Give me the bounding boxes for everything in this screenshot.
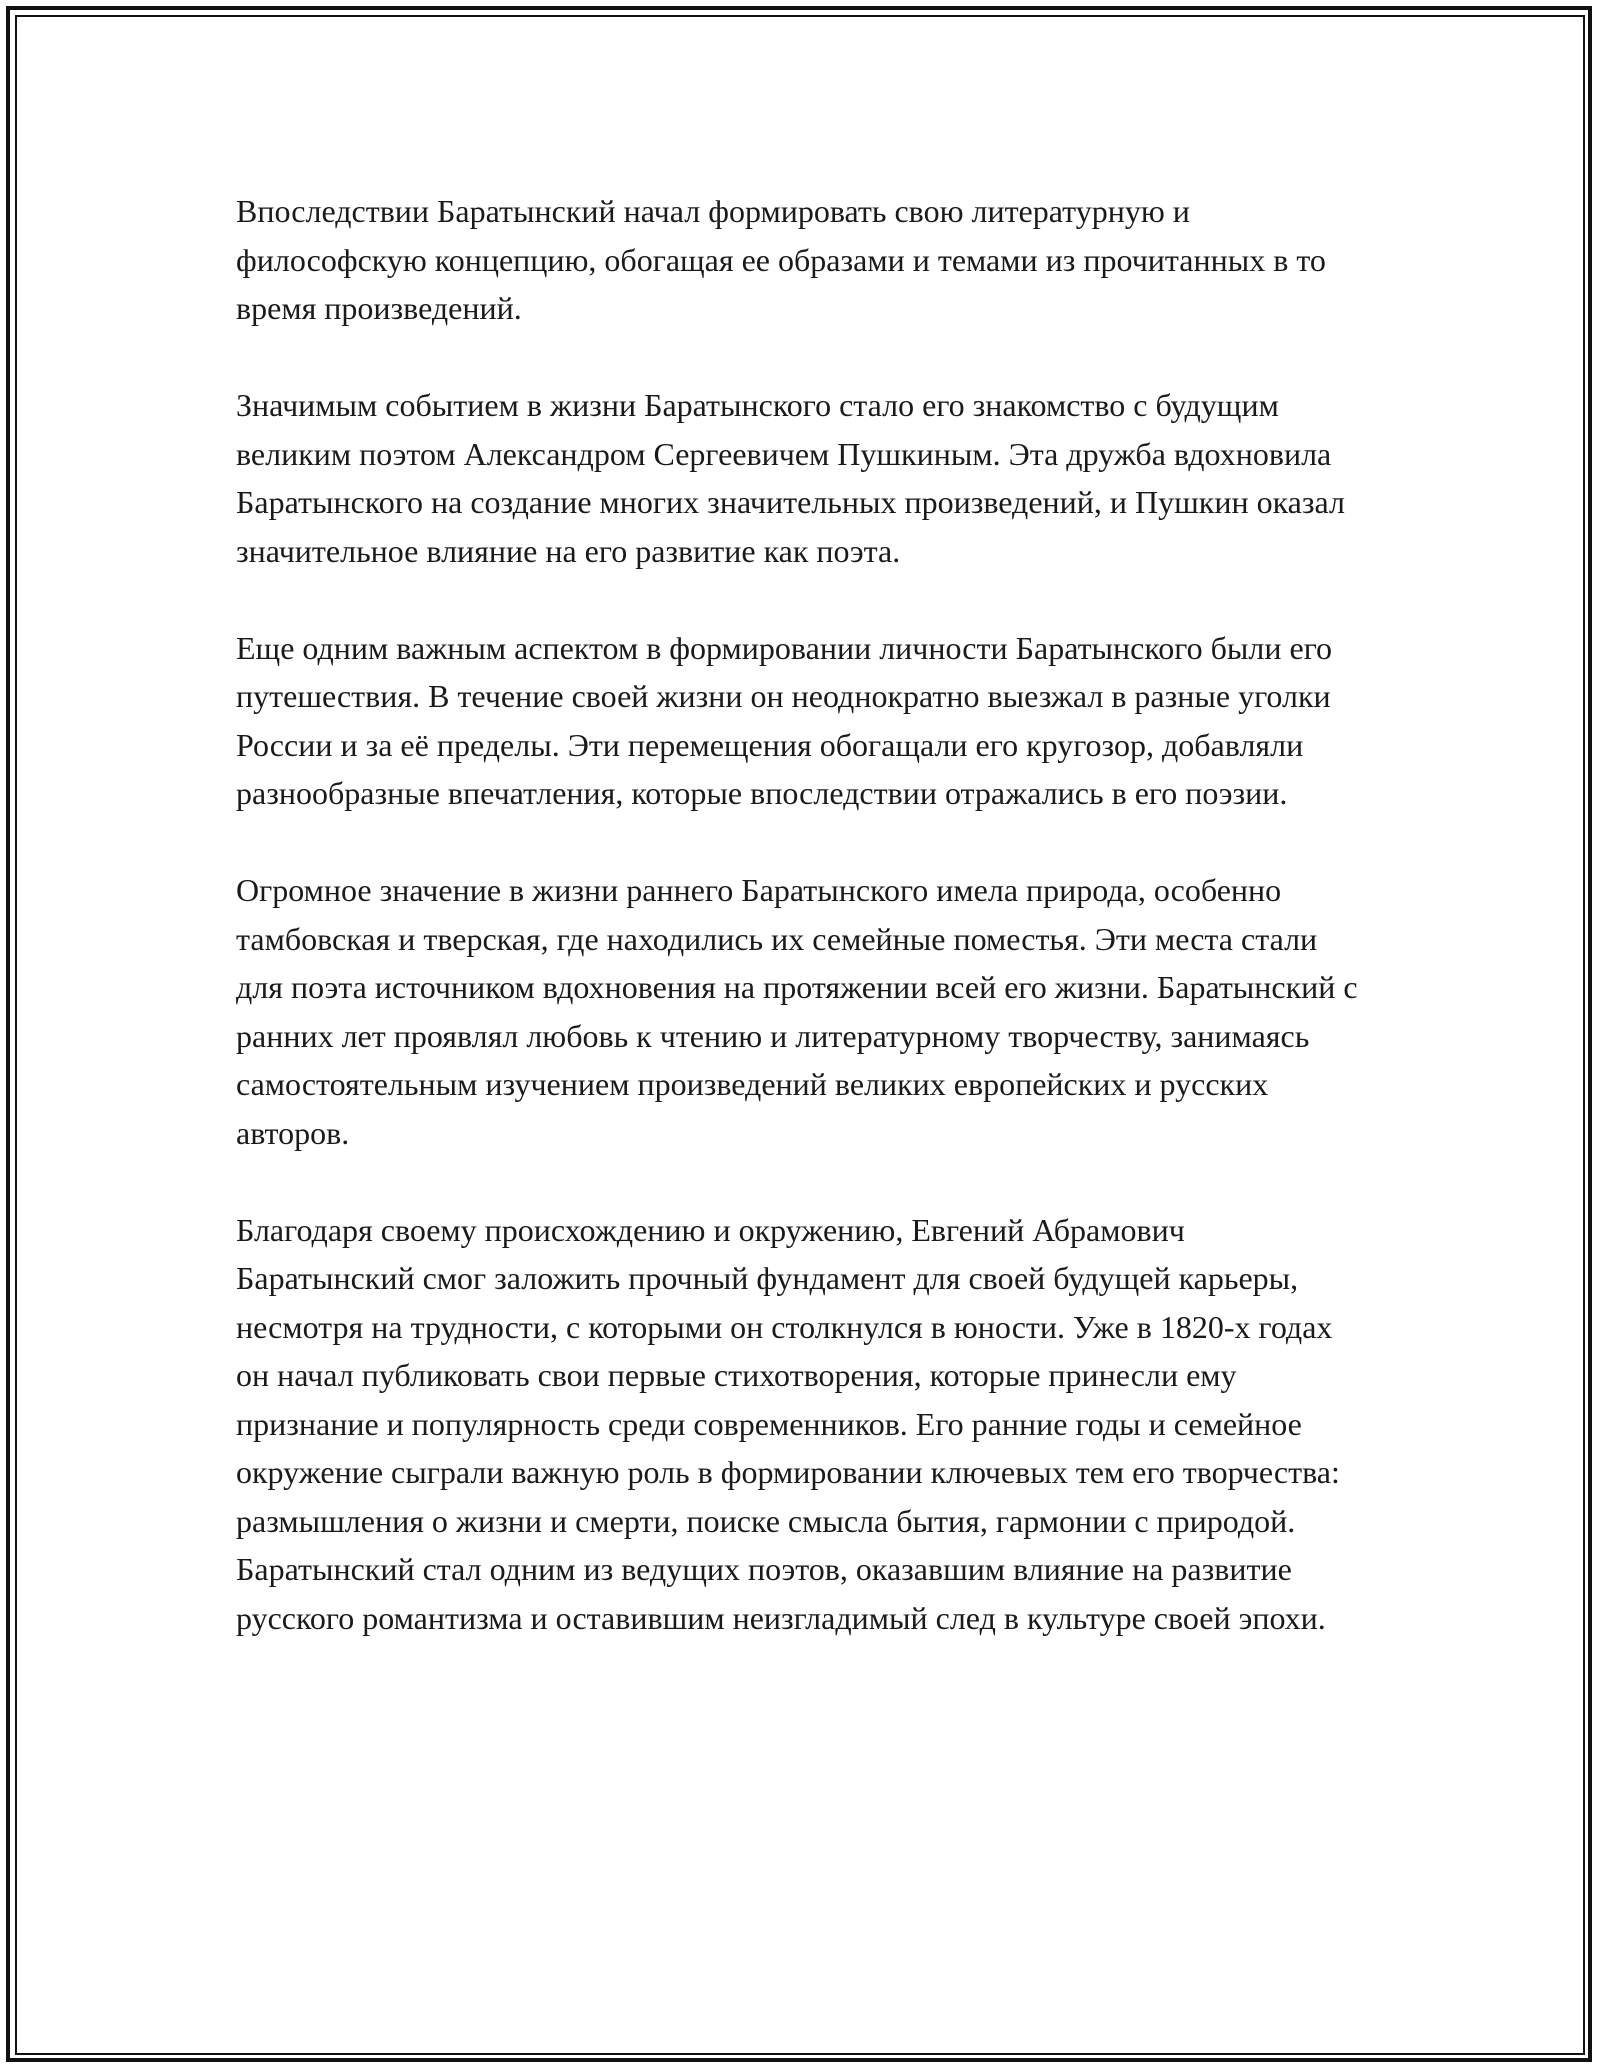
document-body (236, 187, 1366, 1642)
paragraph-3: Еще одним важным аспектом в формировании личности Баратынского были его путешествия. В течение своей жизни он неоднократно выезжал в разные уголки России и за её пределы. Эти перемещения обогащали его кругозор, добавляли разнообразные впечатления, которые впоследствии отражались в его поэзии. (236, 629, 1333, 811)
paragraph-5: Благодаря своему происхождению и окружению, Евгений Абрамович Баратынский смог заложить прочный фундамент для своей будущей карьеры, несмотря на трудности, с которыми он столкнулся в юности. Уже в 1820-х годах он начал публиковать свои первые стихотворения, которые принесли ему признание и популярность среди современников. Его ранние годы и семейное окружение сыграли важную роль в формировании ключевых тем его творчества: размышления о жизни и смерти, поиске смысла бытия, гармонии с природой. Баратынский стал одним из ведущих поэтов, оказавшим влияние на развитие русского романтизма и оставившим неизгладимый след в культуре своей эпохи. (236, 1211, 1340, 1636)
paragraph-4: Огромное значение в жизни раннего Баратынского имела природа, особенно тамбовская и тверская, где находились их семейные поместья. Эти места стали для поэта источником вдохновения на протяжении всей его жизни. Баратынский с ранних лет проявлял любовь к чтению и литературному творчеству, занимаясь самостоятельным изучением произведений великих европейских и русских авторов. (236, 872, 1358, 1151)
paragraph-2: Значимым событием в жизни Баратынского стало его знакомство с будущим великим поэтом Александром Сергеевичем Пушкиным. Эта дружба вдохновила Баратынского на создание многих значительных произведений, и Пушкин оказал значительное влияние на его развитие как поэта. (236, 387, 1345, 569)
paragraph-1: Впоследствии Баратынский начал формировать свою литературную и философскую концепцию, обогащая ее образами и темами из прочитанных в то время произведений. (236, 193, 1326, 326)
